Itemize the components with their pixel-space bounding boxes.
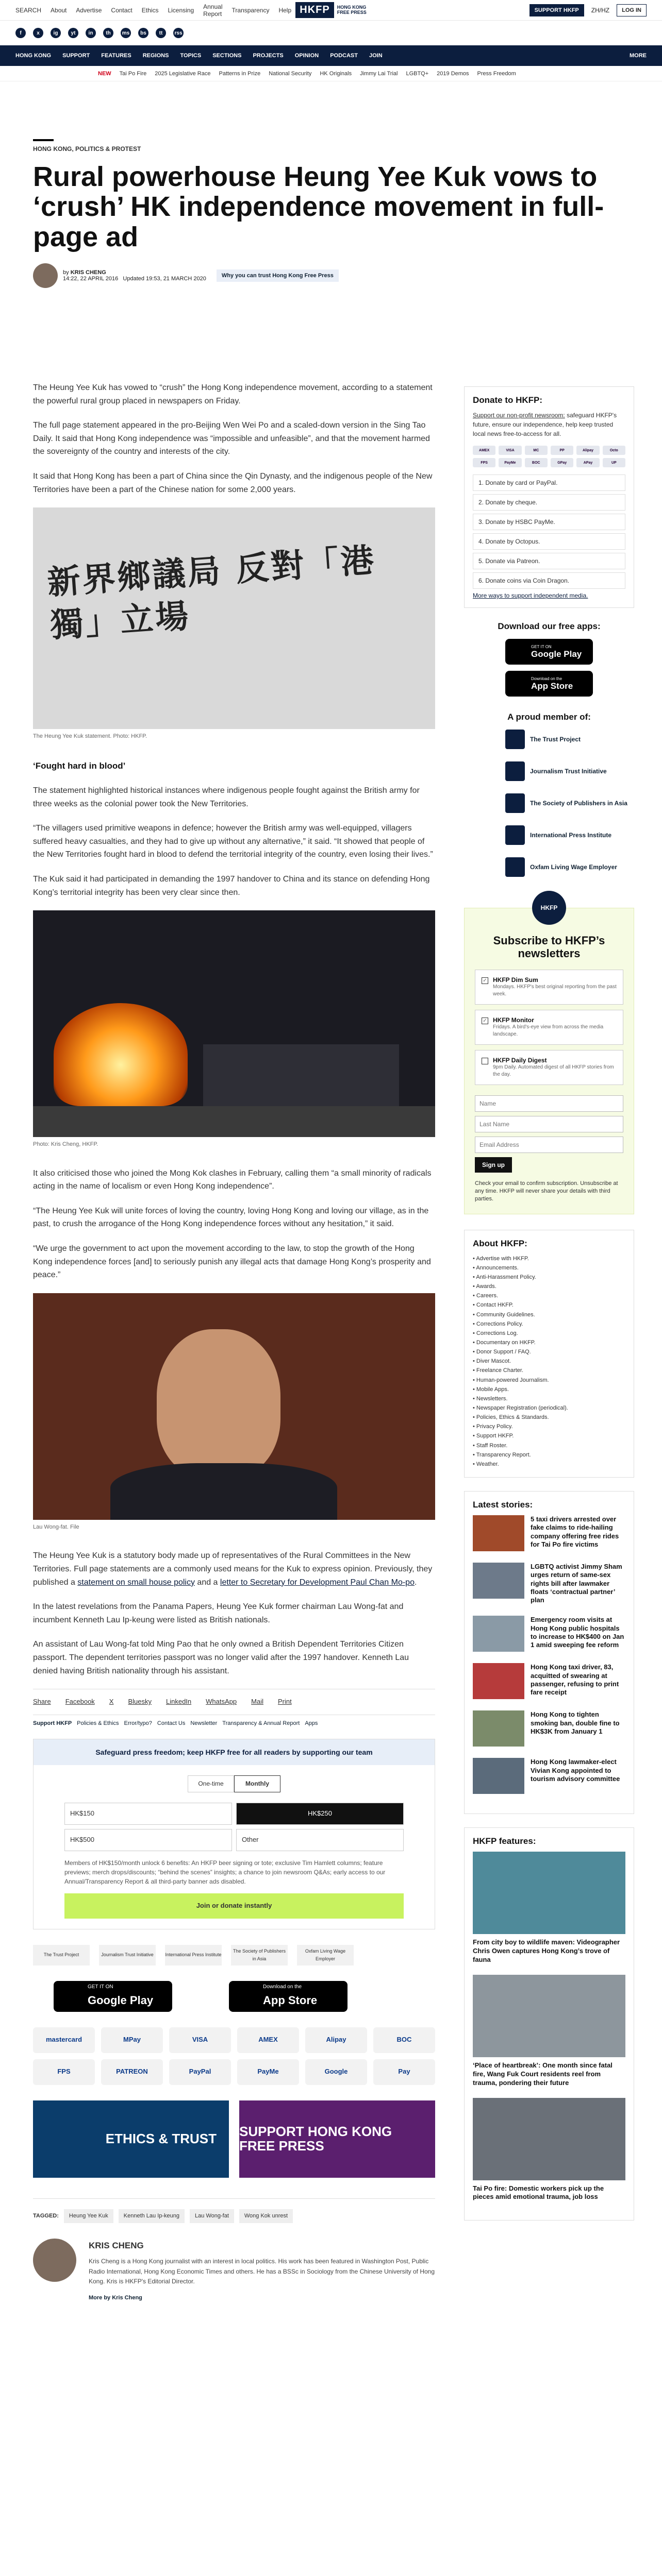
feature-image[interactable] [473, 1852, 625, 1934]
donate-option[interactable]: 5. Donate via Patreon. [473, 553, 625, 569]
letter-link[interactable]: letter to Secretary for Development Paul Chan Mo-po [220, 1578, 415, 1587]
policy-links [33, 1719, 435, 1728]
alipay-icon[interactable]: Alipay [305, 2027, 367, 2053]
updated-date: Updated 19:53, 21 MARCH 2020 [123, 275, 206, 282]
about-link[interactable]: • Transparency Report. [473, 1450, 625, 1460]
contact-link[interactable]: Contact [111, 6, 133, 14]
author-avatar[interactable] [33, 263, 58, 288]
contact-us-link[interactable]: Contact Us [157, 1720, 186, 1726]
trust-project-logo[interactable]: The Trust Project [33, 1945, 90, 1965]
mastodon-icon[interactable]: ms [121, 28, 131, 38]
annual-report-link[interactable]: Annual Report [203, 3, 223, 18]
amount-options [34, 1803, 435, 1851]
image-caption: Lau Wong-fat. File [33, 1523, 79, 1530]
story-thumbnail[interactable] [473, 1663, 524, 1699]
publish-date: 14:22, 22 APRIL 2016 [63, 275, 119, 282]
article-title: Rural powerhouse Heung Yee Kuk vows to ‘crush’ HK independence movement in full-page ad [33, 161, 604, 252]
nav-regions[interactable]: REGIONS [142, 53, 169, 59]
about-link[interactable]: About [51, 6, 67, 14]
logo-sub-2: FREE PRESS [337, 9, 367, 15]
newsletter-option[interactable]: HKFP Daily Digest 9pm Daily. Automated digest of all HKFP stories from the day. [475, 1050, 623, 1085]
newspaper-statement-image [33, 507, 435, 729]
transparency-link[interactable]: Transparency [231, 6, 270, 14]
donate-widget [33, 1739, 435, 1929]
feature-story[interactable]: ‘Place of heartbreak’: One month since fatal fire, Wang Fuk Court residents reel from trauma, pondering their future [473, 1975, 625, 2088]
feature-story[interactable]: Tai Po fire: Domestic workers pick up the pieces amid emotional trauma, job loss [473, 2098, 625, 2202]
amex-icon[interactable]: AMEX [237, 2027, 299, 2053]
oxfam-logo[interactable]: Oxfam Living Wage Employer [297, 1945, 354, 1965]
latest-story[interactable]: Hong Kong lawmaker-elect Vivian Kong appointed to tourism advisory committee [473, 1758, 625, 1794]
image-caption: Photo: Kris Cheng, HKFP. [33, 1141, 98, 1148]
first-name-input[interactable] [475, 1095, 623, 1112]
utility-links [15, 3, 292, 18]
mong-kok-fire-photo [33, 910, 435, 1137]
about-link[interactable]: • Staff Roster. [473, 1441, 625, 1450]
trending-item[interactable]: Patterns in Prize [219, 70, 261, 77]
signup-button[interactable]: Sign up [475, 1157, 512, 1173]
tag[interactable]: Heung Yee Kuk [64, 2209, 113, 2224]
author-name[interactable]: KRIS CHENG [70, 269, 106, 276]
membership-logos [33, 1945, 435, 1965]
amount-option[interactable]: HK$150 [64, 1803, 232, 1825]
transparency-report-link[interactable]: Transparency & Annual Report [222, 1720, 300, 1726]
rss-icon[interactable]: rss [173, 28, 184, 38]
donate-option[interactable]: 2. Donate by cheque. [473, 494, 625, 511]
apps-link[interactable]: Apps [305, 1720, 318, 1726]
share-print[interactable]: Print [277, 1698, 292, 1706]
about-link[interactable]: • Newspaper Registration (periodical). [473, 1403, 625, 1413]
membership-note: Members of HK$150/month unlock 6 benefits: An HKFP beer signing or tote; exclusive Tim Hamlett columns; feature previews; merch drops/discounts; “behind the scenes” insights; a chance to join newsroom Q&As; early access to our Annual/Transparency Report & all third-party banner ads disabled. [64, 1859, 386, 1885]
logo-sub-1: HONG KONG [337, 4, 367, 10]
story-thumbnail[interactable] [473, 1616, 524, 1652]
boc-icon: BOC [525, 458, 548, 467]
frequency-toggle [34, 1775, 435, 1792]
latest-story[interactable]: Emergency room visits at Hong Kong public hospitals to increase to HK$400 on Jan 1 amid sweeping fee reform [473, 1616, 625, 1652]
google-play-badge[interactable]: GET IT ON Google Play [54, 1981, 172, 2012]
features-card [464, 1827, 634, 2221]
by-label: by [63, 269, 69, 276]
article-kicker[interactable]: HONG KONG, POLITICS & PROTEST [33, 145, 141, 152]
feature-image[interactable] [473, 2098, 625, 2180]
paragraph: It said that Hong Kong has been a part of China since the Qin Dynasty, and the indigenous people of the New Territories have been a part of the Chinese nation for some 2,000 years. [33, 471, 433, 494]
paragraph: The full page statement appeared in the pro-Beijing Wen Wei Po and a scaled-down version in the Sing Tao Daily. It said that Hong Kong independence was “impossible and unfeasible”, and that the movement harmed the sovereignty of the country and interests of the city. [33, 421, 430, 456]
nav-support[interactable]: SUPPORT [62, 53, 90, 59]
donate-title: Donate to HKFP: [473, 395, 543, 405]
mastercard-icon[interactable]: mastercard [33, 2027, 95, 2053]
image-headline: 新界鄉議局 反對「港獨」立場 [46, 540, 377, 646]
trending-item[interactable]: HK Originals [320, 70, 352, 77]
member-trust-project[interactable]: The Trust Project [505, 730, 634, 749]
paragraph: “The Heung Yee Kuk will unite forces of loving the country, loving Hong Kong and loving our village, as in the past, to crush the arrogance of the Hong Kong independence forces without any hesitation,” it said. [33, 1206, 429, 1229]
paragraph: The Kuk said it had participated in demanding the 1997 handover to China and its stance on defending Hong Kong’s territorial integrity has been very clear since then. [33, 874, 430, 897]
share-bar [33, 1689, 435, 1715]
newsletter-link[interactable]: Newsletter [190, 1720, 218, 1726]
about-link[interactable]: • Freelance Charter. [473, 1366, 625, 1375]
nav-more[interactable]: MORE [630, 53, 647, 59]
about-link[interactable]: • Community Guidelines. [473, 1310, 625, 1319]
newsletter-signup [464, 904, 634, 1214]
header-rule [33, 139, 54, 141]
unionpay-icon: UP [603, 458, 625, 467]
trending-item[interactable]: Jimmy Lai Trial [360, 70, 398, 77]
member-jti[interactable]: Journalism Trust Initiative [505, 761, 634, 781]
donate-card [464, 386, 634, 608]
payment-methods [33, 2027, 435, 2085]
paragraph: “The villagers used primitive weapons in defence; however the British army was well-equipped, villagers suffered heavy casualties, and they had to give up without any alternative,” it said. “It showed that people of the New Territories fought hard in blood to defend the territorial integrity of the country, even losing their lives.” [33, 824, 433, 859]
x-icon[interactable]: x [33, 28, 43, 38]
trust-link[interactable]: Why you can trust Hong Kong Free Press [217, 269, 339, 282]
app-store-badges [54, 1981, 435, 2012]
about-link[interactable]: • Corrections Log. [473, 1329, 625, 1338]
help-link[interactable]: Help [278, 6, 292, 14]
share-x[interactable]: X [109, 1698, 114, 1706]
nav-topics[interactable]: TOPICS [180, 53, 202, 59]
about-link[interactable]: • Privacy Policy. [473, 1422, 625, 1431]
google-pay-icon: GPay [551, 458, 573, 467]
paypal-icon: PP [551, 446, 573, 455]
trending-item[interactable]: LGBTQ+ [406, 70, 429, 77]
mastercard-icon: MC [525, 446, 548, 455]
trending-item[interactable]: Press Freedom [477, 70, 516, 77]
boc-icon[interactable]: BOC [373, 2027, 435, 2053]
promo-banners [33, 2100, 435, 2178]
error-link[interactable]: Error/typo? [124, 1720, 152, 1726]
octopus-icon: Octo [603, 446, 625, 455]
trending-item[interactable]: 2019 Demos [437, 70, 469, 77]
latest-story[interactable]: Hong Kong to tighten smoking ban, double fine to HK$3K from January 1 [473, 1710, 625, 1747]
about-link[interactable]: • Awards. [473, 1282, 625, 1291]
story-thumbnail[interactable] [473, 1515, 524, 1551]
instagram-icon[interactable]: ig [51, 28, 61, 38]
alipay-icon: Alipay [576, 446, 599, 455]
one-time-tab[interactable]: One-time [188, 1775, 234, 1792]
about-link[interactable]: • Advertise with HKFP. [473, 1254, 625, 1263]
advertise-link[interactable]: Advertise [76, 6, 102, 14]
small-house-policy-link[interactable]: statement on small house policy [77, 1578, 195, 1587]
threads-icon[interactable]: th [103, 28, 113, 38]
paragraph: The Heung Yee Kuk has vowed to “crush” the Hong Kong independence movement, according to a statement the powerful rural group placed in newspapers on Friday. [33, 383, 433, 405]
trending-item[interactable]: National Security [269, 70, 312, 77]
nav-sections[interactable]: SECTIONS [212, 53, 242, 59]
author-box [33, 2239, 435, 2303]
paragraph: In the latest revelations from the Panama Papers, Heung Yee Kuk former chairman Lau Wong-fat and incumbent Kenneth Lau Ip-keung were listed as British nationals. [33, 1602, 404, 1624]
member-oxfam[interactable]: Oxfam Living Wage Employer [505, 857, 634, 877]
sidebar [464, 386, 634, 2234]
about-link[interactable]: • Newsletters. [473, 1394, 625, 1403]
app-store-badge[interactable]: Download on the App Store [505, 671, 593, 697]
checkbox-icon[interactable] [482, 1058, 488, 1064]
author-box-name[interactable]: KRIS CHENG [89, 2241, 144, 2251]
article-body [33, 381, 435, 2303]
tag[interactable]: Kenneth Lau Ip-keung [119, 2209, 185, 2224]
lau-wong-fat-photo [33, 1293, 435, 1520]
about-link[interactable]: • Policies, Ethics & Standards. [473, 1413, 625, 1422]
share-whatsapp[interactable]: WhatsApp [206, 1698, 237, 1706]
member-title: A proud member of: [507, 712, 591, 722]
site-logo[interactable] [295, 2, 366, 18]
latest-story[interactable]: LGBTQ activist Jimmy Sham urges return of same-sex rights bill after lawmaker floats ‘contractual partner’ plan [473, 1563, 625, 1604]
tags-label: TAGGED: [33, 2212, 59, 2219]
donate-option[interactable]: 3. Donate by HSBC PayMe. [473, 514, 625, 530]
trending-item[interactable]: Tai Po Fire [119, 70, 147, 77]
about-card [464, 1230, 634, 1478]
nav-join[interactable]: JOIN [369, 53, 383, 59]
image-caption: The Heung Yee Kuk statement. Photo: HKFP. [33, 733, 147, 740]
about-link[interactable]: • Corrections Policy. [473, 1319, 625, 1329]
donate-option[interactable]: 6. Donate coins via Coin Dragon. [473, 572, 625, 589]
payme-icon[interactable]: PayMe [237, 2059, 299, 2085]
author-photo[interactable] [33, 2239, 76, 2282]
share-mail[interactable]: Mail [251, 1698, 263, 1706]
support-hkfp-link[interactable]: Support HKFP [33, 1720, 72, 1726]
nav-hong-kong[interactable]: HONG KONG [15, 53, 52, 59]
ethics-link[interactable]: Ethics [141, 6, 159, 14]
tags-row [33, 2198, 435, 2224]
story-thumbnail[interactable] [473, 1563, 524, 1599]
about-link[interactable]: • Weather. [473, 1460, 625, 1469]
paypal-icon[interactable]: PayPal [169, 2059, 231, 2085]
member-ipi[interactable]: International Press Institute [505, 825, 634, 845]
share-label[interactable]: Share [33, 1698, 51, 1706]
amount-option[interactable]: HK$500 [64, 1829, 232, 1851]
amex-icon: AMEX [473, 446, 495, 455]
newsletter-badge: HKFP [532, 891, 566, 925]
search-link[interactable]: SEARCH [15, 6, 42, 14]
policies-link[interactable]: Policies & Ethics [77, 1720, 119, 1726]
member-sopa[interactable]: The Society of Publishers in Asia [505, 793, 634, 813]
latest-stories-card [464, 1491, 634, 1814]
apps-title: Download our free apps: [498, 621, 601, 631]
features-title: HKFP features: [473, 1836, 536, 1846]
linkedin-icon[interactable]: in [86, 28, 96, 38]
visa-icon[interactable]: VISA [169, 2027, 231, 2053]
mpay-icon[interactable]: MPay [101, 2027, 163, 2053]
trending-item[interactable]: 2025 Legislative Race [155, 70, 211, 77]
fps-icon: FPS [473, 458, 495, 467]
subheading: ‘Fought hard in blood’ [33, 760, 126, 771]
about-link[interactable]: • Announcements. [473, 1263, 625, 1273]
google-play-badge[interactable]: GET IT ON Google Play [505, 639, 593, 665]
about-link[interactable]: • Mobile Apps. [473, 1385, 625, 1394]
donate-option[interactable]: 4. Donate by Octopus. [473, 533, 625, 550]
apple-pay-icon[interactable]: Pay [373, 2059, 435, 2085]
newsletter-option[interactable]: ✓ HKFP Dim Sum Mondays. HKFP's best original reporting from the past week. [475, 970, 623, 1005]
donate-option[interactable]: 1. Donate by card or PayPal. [473, 474, 625, 491]
top-utility-bar [0, 0, 662, 21]
amount-option-selected[interactable]: HK$250 [236, 1803, 404, 1825]
about-link[interactable]: • Contact HKFP. [473, 1300, 625, 1310]
story-thumbnail[interactable] [473, 1758, 524, 1794]
social-bar [0, 21, 662, 45]
feature-image[interactable] [473, 1975, 625, 2057]
join-donate-button[interactable]: Join or donate instantly [64, 1893, 404, 1919]
donate-lead-link[interactable]: Support our non-profit newsroom: [473, 412, 565, 419]
login-button[interactable]: LOG IN [617, 4, 647, 16]
visa-icon: VISA [499, 446, 521, 455]
tag[interactable]: Wong Kok unrest [239, 2209, 293, 2224]
share-linkedin[interactable]: LinkedIn [166, 1698, 192, 1706]
about-link[interactable]: • Anti-Harassment Policy. [473, 1273, 625, 1282]
latest-story[interactable]: 5 taxi drivers arrested over fake claims to ride-hailing company offering free rides for Tai Po fire victims [473, 1515, 625, 1551]
licensing-link[interactable]: Licensing [168, 6, 194, 14]
sidebar-payment-logos [473, 446, 625, 467]
paragraph: It also criticised those who joined the Mong Kok clashes in February, calling them “a small minority of radicals acting in the name of localism or even Hong Kong independence”. [33, 1168, 432, 1191]
nav-features[interactable]: FEATURES [101, 53, 131, 59]
youtube-icon[interactable]: yt [68, 28, 78, 38]
about-link[interactable]: • Documentary on HKFP. [473, 1338, 625, 1347]
sopa-logo[interactable]: The Society of Publishers in Asia [231, 1945, 288, 1965]
nav-podcast[interactable]: PODCAST [330, 53, 358, 59]
support-button[interactable]: SUPPORT HKFP [529, 4, 584, 16]
monthly-tab[interactable]: Monthly [234, 1775, 280, 1792]
nav-opinion[interactable]: OPINION [294, 53, 319, 59]
ipi-logo[interactable]: International Press Institute [165, 1945, 222, 1965]
donate-lead: safeguard HKFP's future, ensure our independence, help keep trusted local news free-to-access for all. [473, 412, 617, 437]
more-ways-link[interactable]: More ways to support independent media. [473, 592, 588, 599]
payme-icon: PayMe [499, 458, 521, 467]
email-input[interactable] [475, 1137, 623, 1153]
newsletter-title: Subscribe to HKFP’s newsletters [493, 934, 605, 960]
fps-icon[interactable]: FPS [33, 2059, 95, 2085]
donate-band: Safeguard press freedom; keep HKFP free for all readers by supporting our team [34, 1739, 435, 1765]
amount-other[interactable]: Other [236, 1829, 404, 1851]
tag[interactable]: Lau Wong-fat [190, 2209, 234, 2224]
bluesky-icon[interactable]: bs [138, 28, 148, 38]
newsletter-note: Check your email to confirm subscription. Unsubscribe at any time. HKFP will never share your details with third parties. [475, 1180, 618, 1202]
paragraph: “We urge the government to act upon the movement according to the law, to stop the growth of the Hong Kong independence forces [and] to seriously punish any illegal acts that damage Hong Kong’s prosperity and peace.” [33, 1244, 431, 1280]
about-link[interactable]: • Careers. [473, 1291, 625, 1300]
paragraph: The Heung Yee Kuk is a statutory body made up of representatives of the Rural Committees in the New Territories. Full page statements are a commonly used means for the Kuk to express opinion. Previously, they published a statement on small house policy and a letter to Secretary for Development Paul Chan Mo-po. [33, 1551, 433, 1587]
about-title: About HKFP: [473, 1238, 527, 1248]
trending-bar [0, 66, 662, 81]
main-nav [0, 45, 662, 66]
ethics-promo[interactable]: ETHICS & TRUST [33, 2100, 229, 2178]
jti-logo[interactable]: Journalism Trust Initiative [99, 1945, 156, 1965]
about-link[interactable]: • Support HKFP. [473, 1431, 625, 1440]
nav-projects[interactable]: PROJECTS [253, 53, 284, 59]
share-bluesky[interactable]: Bluesky [128, 1698, 152, 1706]
logo-mark: HKFP [295, 2, 334, 18]
facebook-icon[interactable]: f [15, 28, 26, 38]
author-bio: Kris Cheng is a Hong Kong journalist with an interest in local politics. His work has been featured in Washington Post, Public Radio International, Hong Kong Economic Times and others. He has a BSSc in Sociology from the Chinese University of Hong Kong. Kris is HKFP's Editorial Director. [89, 2258, 435, 2285]
paragraph: An assistant of Lau Wong-fat told Ming Pao that he only owned a British Dependent Territories Citizen passport. The dependent territories passport was no longer valid after the 1997 handover. Kenneth Lau denied having British nationality through his assistant. [33, 1640, 409, 1675]
latest-title: Latest stories: [473, 1500, 533, 1510]
latest-story[interactable]: Hong Kong taxi driver, 83, acquitted of swearing at passenger, refusing to print fare receipt [473, 1663, 625, 1699]
apple-pay-icon: APay [576, 458, 599, 467]
newsletter-option[interactable]: ✓ HKFP Monitor Fridays. A bird's-eye view from across the media landscape. [475, 1010, 623, 1045]
byline [33, 263, 626, 288]
more-by-author-link[interactable]: More by Kris Cheng [89, 2294, 142, 2301]
story-thumbnail[interactable] [473, 1710, 524, 1747]
checkbox-icon[interactable]: ✓ [482, 1018, 488, 1024]
google-pay-icon[interactable]: Google [305, 2059, 367, 2085]
share-facebook[interactable]: Facebook [65, 1698, 95, 1706]
last-name-input[interactable] [475, 1116, 623, 1132]
language-link[interactable]: ZH/HZ [591, 6, 610, 14]
feature-story[interactable]: From city boy to wildlife maven: Videographer Chris Owen captures Hong Kong’s trove of fauna [473, 1852, 625, 1964]
paragraph: The statement highlighted historical instances where indigenous people fought against the British army for three weeks as the colonial power took the New Territories. [33, 786, 420, 808]
tiktok-icon[interactable]: tt [156, 28, 166, 38]
trending-label: NEW [98, 70, 111, 77]
about-link[interactable]: • Diver Mascot. [473, 1357, 625, 1366]
support-promo[interactable]: SUPPORT HONG KONG FREE PRESS [239, 2100, 435, 2178]
about-link[interactable]: • Donor Support / FAQ. [473, 1347, 625, 1357]
patreon-icon[interactable]: PATREON [101, 2059, 163, 2085]
about-link[interactable]: • Human-powered Journalism. [473, 1376, 625, 1385]
about-list [473, 1254, 625, 1469]
app-store-badge[interactable]: Download on the App Store [229, 1981, 347, 2012]
checkbox-icon[interactable]: ✓ [482, 977, 488, 984]
article-header [33, 139, 626, 288]
